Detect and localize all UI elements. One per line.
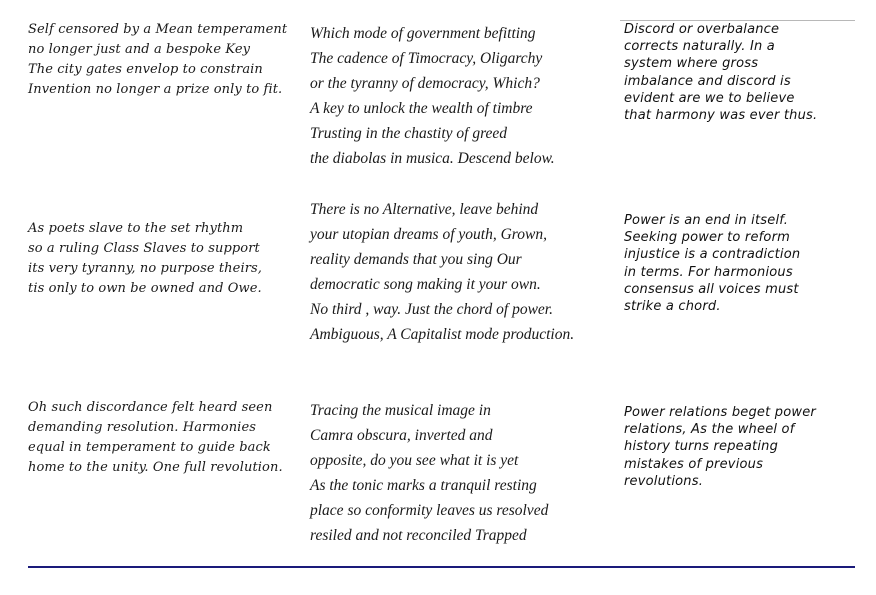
text-line: corrects naturally. In a [624, 39, 775, 55]
text-line: in terms. For harmonious [624, 264, 793, 280]
stanza-2-right [624, 212, 800, 315]
text-line: imbalance and discord is [624, 73, 791, 89]
stanza-2-middle [310, 197, 574, 347]
text-line: As the tonic marks a tranquil resting [310, 477, 537, 494]
text-line: Which mode of government befitting [310, 25, 536, 42]
stanza-2-left [28, 219, 262, 299]
text-line: No third , way. Just the chord of power. [310, 301, 553, 318]
bottom-rule [28, 566, 855, 568]
stanza-1-right [624, 21, 817, 124]
stanza-1-left [28, 20, 287, 100]
text-line: democratic song making it your own. [310, 276, 541, 293]
text-line: the diabolas in musica. Descend below. [310, 150, 555, 167]
text-line: home to the unity. One full revolution. [28, 460, 283, 475]
text-line: Self censored by a Mean temperament [28, 22, 288, 37]
stanza-3-left [28, 398, 283, 478]
text-line: Seeking power to reform [624, 230, 790, 246]
text-line: so a ruling Class Slaves to support [28, 241, 260, 256]
text-line: resiled and not reconciled Trapped [310, 527, 527, 544]
text-line: injustice is a contradiction [624, 247, 801, 263]
text-line: Trusting in the chastity of greed [310, 125, 508, 142]
text-line: evident are we to believe [624, 90, 795, 106]
text-line: Camra obscura, inverted and [310, 427, 493, 444]
text-line: Power is an end in itself. [624, 213, 789, 228]
text-line: Discord or overbalance [624, 22, 780, 37]
text-line: relations, As the wheel of [624, 422, 795, 438]
text-line: history turns repeating [624, 439, 779, 455]
stanza-1-middle [310, 21, 555, 171]
text-line: Ambiguous, A Capitalist mode production. [310, 326, 575, 343]
text-line: strike a chord. [624, 299, 721, 315]
text-line: mistakes of previous [624, 456, 764, 472]
text-line: The city gates envelop to constrain [28, 62, 263, 77]
text-line: your utopian dreams of youth, Grown, [310, 226, 547, 243]
text-line: The cadence of Timocracy, Oligarchy [310, 50, 543, 67]
text-line: equal in temperament to guide back [28, 440, 271, 455]
text-line: demanding resolution. Harmonies [28, 420, 257, 435]
text-line: As poets slave to the set rhythm [28, 221, 244, 236]
stanza-3-right [624, 404, 816, 490]
text-line: place so conformity leaves us resolved [310, 502, 549, 519]
text-line: A key to unlock the wealth of timbre [310, 100, 533, 117]
text-line: tis only to own be owned and Owe. [28, 281, 262, 296]
text-line: its very tyranny, no purpose theirs, [28, 261, 263, 276]
text-line: consensus all voices must [624, 281, 799, 297]
text-line: revolutions. [624, 473, 704, 489]
text-line: that harmony was ever thus. [624, 108, 818, 124]
text-line: Power relations beget power [624, 405, 816, 420]
stanza-3-middle [310, 398, 548, 548]
text-line: reality demands that you sing Our [310, 251, 522, 268]
text-line: There is no Alternative, leave behind [310, 201, 539, 218]
text-line: or the tyranny of democracy, Which? [310, 75, 540, 92]
text-line: Invention no longer a prize only to fit. [28, 82, 283, 97]
text-line: system where gross [624, 56, 759, 72]
text-line: opposite, do you see what it is yet [310, 452, 519, 469]
text-line: Oh such discordance felt heard seen [28, 400, 273, 415]
text-line: Tracing the musical image in [310, 402, 491, 419]
text-line: no longer just and a bespoke Key [28, 42, 251, 57]
